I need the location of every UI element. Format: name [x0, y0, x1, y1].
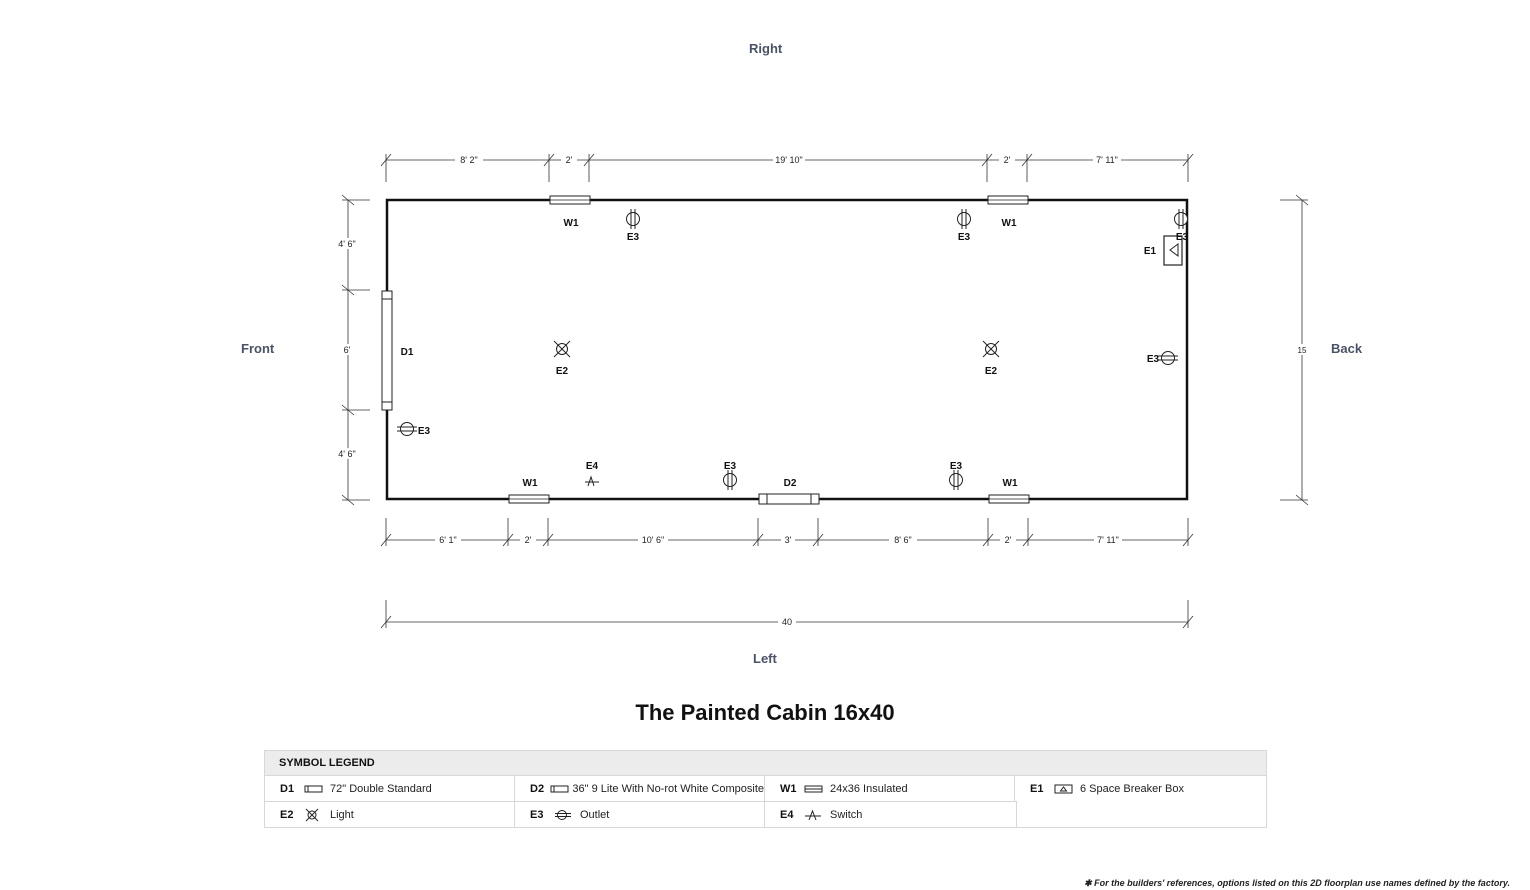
- dim-top-1: 8' 2": [460, 155, 478, 165]
- legend-desc: 24x36 Insulated: [830, 782, 908, 795]
- label-e3: E3: [1146, 354, 1160, 365]
- dim-overall-length: 40: [781, 617, 793, 627]
- outlet-icon: [397, 423, 417, 436]
- dim-bottom-4: 3': [784, 535, 792, 545]
- dim-overall-width: 15: [1297, 346, 1307, 355]
- dim-bottom-6: 2': [1004, 535, 1012, 545]
- switch-icon: [804, 809, 830, 821]
- dim-bottom-7: 7' 11": [1097, 535, 1119, 545]
- door-d1: [382, 291, 392, 410]
- dim-top-5: 7' 11": [1096, 155, 1118, 165]
- legend-desc: 36" 9 Lite With No-rot White Composite: [572, 782, 764, 795]
- legend-item-e4: [765, 802, 1015, 827]
- legend-desc: Light: [330, 808, 354, 821]
- switch-icon: [585, 477, 599, 486]
- label-e4: E4: [585, 461, 599, 472]
- legend-code: W1: [780, 782, 797, 795]
- dim-bottom-5: 8' 6": [894, 535, 912, 545]
- window-w1-bottom-left: [509, 495, 549, 503]
- side-label-front: Front: [241, 341, 275, 356]
- dim-top-4: 2': [1003, 155, 1011, 165]
- legend-code: D2: [530, 782, 545, 795]
- light-icon: [554, 341, 570, 357]
- legend-desc: Outlet: [580, 808, 610, 821]
- label-w1: W1: [1002, 478, 1018, 489]
- window-w1-bottom-right: [989, 495, 1029, 503]
- label-w1: W1: [563, 218, 579, 229]
- symbol-legend: [264, 750, 1267, 828]
- dim-front-1: 4' 6": [338, 239, 356, 249]
- legend-code: E1: [1030, 782, 1044, 795]
- label-d1: D1: [400, 347, 414, 358]
- legend-desc: Switch: [830, 808, 863, 821]
- legend-code: D1: [280, 782, 295, 795]
- side-label-left: Left: [753, 651, 777, 666]
- legend-code: E2: [280, 808, 294, 821]
- legend-header: SYMBOL LEGEND: [265, 751, 1266, 776]
- door-icon: [550, 784, 572, 794]
- outlet-icon: [724, 470, 737, 490]
- label-d2: D2: [783, 478, 797, 489]
- legend-desc: 6 Space Breaker Box: [1080, 782, 1184, 795]
- dim-top-3: 19' 10": [775, 155, 803, 165]
- legend-item-e3: [515, 802, 765, 827]
- footnote: ✱ For the builders' references, options listed on this 2D floorplan use names defined by the factory.: [1084, 878, 1510, 888]
- dim-bottom-2: 2': [524, 535, 532, 545]
- legend-item-e1: [1015, 776, 1265, 801]
- breaker-box-icon: [1054, 784, 1080, 794]
- label-w1: W1: [1001, 218, 1017, 229]
- outlet-icon: [554, 809, 580, 821]
- label-e3: E3: [949, 461, 963, 472]
- window-icon: [804, 784, 830, 794]
- label-e3: E3: [417, 426, 431, 437]
- dim-bottom-1: 6' 1": [439, 535, 457, 545]
- light-icon: [983, 341, 999, 357]
- door-icon: [304, 784, 330, 794]
- dim-front-2: 6': [343, 345, 351, 355]
- label-e3: E3: [723, 461, 737, 472]
- legend-item-w1: [765, 776, 1015, 801]
- label-w1: W1: [522, 478, 538, 489]
- legend-item-d2: [515, 776, 765, 801]
- legend-row: [265, 801, 1017, 827]
- door-d2: [759, 494, 819, 504]
- legend-desc: 72" Double Standard: [330, 782, 432, 795]
- light-icon: [304, 808, 330, 822]
- legend-code: E3: [530, 808, 544, 821]
- dim-bottom-3: 10' 6": [641, 535, 665, 545]
- label-e3: E3: [626, 232, 640, 243]
- dim-front-3: 4' 6": [338, 449, 356, 459]
- side-label-right: Right: [749, 41, 783, 56]
- dim-top-2: 2': [565, 155, 573, 165]
- legend-code: E4: [780, 808, 794, 821]
- legend-item-d1: [265, 776, 515, 801]
- window-w1-top-right: [988, 196, 1028, 204]
- window-w1-top-left: [550, 196, 590, 204]
- legend-item-e2: [265, 802, 515, 827]
- outlet-icon: [1158, 352, 1178, 365]
- label-e2: E2: [555, 366, 569, 377]
- label-e2: E2: [984, 366, 998, 377]
- exterior-walls: [387, 200, 1187, 499]
- side-label-back: Back: [1331, 341, 1363, 356]
- outlet-icon: [950, 470, 963, 490]
- label-e3: E3: [1175, 232, 1189, 243]
- outlet-icon: [958, 209, 971, 229]
- legend-row: [265, 776, 1266, 801]
- outlet-icon: [627, 209, 640, 229]
- label-e3: E3: [957, 232, 971, 243]
- label-e1: E1: [1143, 246, 1157, 257]
- plan-title: The Painted Cabin 16x40: [635, 700, 895, 725]
- outlet-icon: [1175, 209, 1188, 229]
